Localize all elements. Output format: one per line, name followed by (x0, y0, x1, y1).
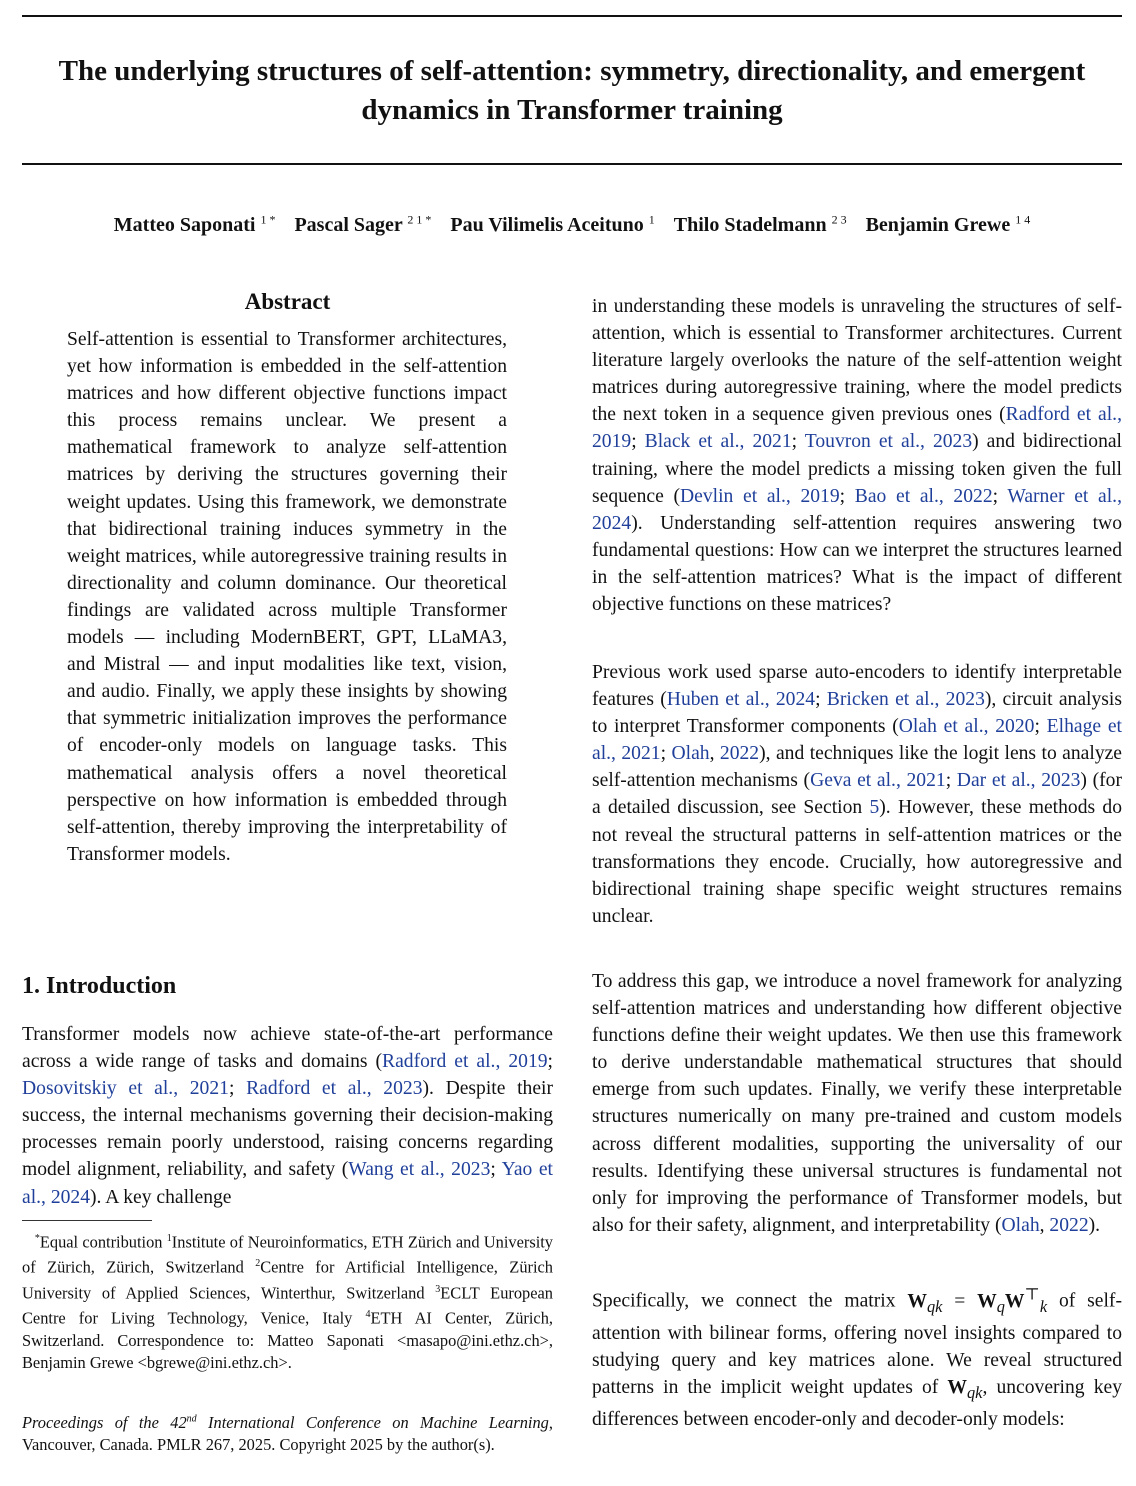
text-run: ECLT European Centre for Living Technology, Venice, Italy (22, 1283, 553, 1328)
title-bottom-rule (22, 163, 1122, 165)
text-run: ), circuit analysis to interpret Transformer components ( (592, 689, 1122, 738)
text-run: ). Despite their success, the internal mechanisms governing their decision-making processes remain poorly understood, raising concerns regarding model alignment, reliability, and safety ( (22, 1078, 553, 1181)
author-name: Pascal Sager (294, 213, 403, 236)
citation-link[interactable]: Radford et al., 2023 (246, 1078, 423, 1100)
citation-link[interactable]: Black et al., 2021 (644, 431, 792, 453)
text-run: ; (631, 431, 645, 453)
math-expression (947, 1376, 983, 1402)
text-run: ; (992, 485, 1008, 507)
citation-link[interactable]: Olah (671, 743, 710, 765)
citation-link[interactable]: Bricken et al., 2023 (826, 689, 985, 711)
text-run: ETH AI Center, Zürich, Switzerland. Correspondence to: Matteo Saponati <masapo@ini.ethz.ch>, Benjamin Grewe <bgrewe@ini.ethz.ch>. (22, 1308, 554, 1372)
author-affiliation: 1 (648, 212, 655, 226)
text-run: ). A key challenge (90, 1186, 232, 1208)
text-run: Centre for Artificial Intelligence, Zürich University of Applied Sciences, Winterthur, Switzerland (22, 1257, 553, 1303)
text-run: ; (945, 770, 957, 792)
math-superscript: ⊤ (1024, 1284, 1040, 1303)
text-run: ), and techniques like the logit lens to analyze self-attention mechanisms ( (592, 743, 1123, 792)
citation-link[interactable]: Wang et al., 2023 (348, 1159, 491, 1181)
text-run: , uncovering key differences between encoder-only and decoder-only models: (592, 1376, 1122, 1430)
author (114, 214, 276, 236)
author (866, 214, 1031, 236)
text-run: ; (228, 1078, 247, 1100)
citation-link[interactable]: Radford et al., 2019 (592, 404, 1122, 453)
specifically-paragraph (592, 1280, 1122, 1433)
footnote-mark: 4 (365, 1309, 371, 1321)
text-run: Specifically, we connect the matrix (592, 1290, 908, 1312)
text-run: ; (547, 1051, 553, 1073)
citation-link[interactable]: Yao et al., 2024 (22, 1159, 553, 1208)
proceedings-note (22, 1409, 553, 1456)
citation-link[interactable]: Olah et al., 2020 (898, 716, 1035, 738)
text-run: in understanding these models is unraveling the structures of self-attention, which is essential to Transformer architectures. Current literature largely overlooks the nature of the self-attention weight matrices during autoregressive training, where the model predicts the next token in a sequence given previous ones ( (592, 296, 1122, 426)
text-run: of self-attention with bilinear forms, offering novel insights compared to studying query and key matrices alone. We reveal structured patterns in the implicit weight updates of (592, 1290, 1122, 1398)
footnote (22, 1228, 553, 1374)
footnote-mark: 1 (166, 1233, 172, 1244)
text-run: Previous work used sparse auto-encoders to identify interpretable features ( (592, 662, 1122, 711)
text-run: ). However, these methods do not reveal the structural patterns in self-attention matrices or the transformations they encode. Crucially, how autoregressive and bidirectional training shape specific weight structures remains unclear. (592, 797, 1122, 927)
text-run: , (709, 743, 720, 765)
section-link[interactable]: 5 (869, 797, 880, 819)
text-run: ). Understanding self-attention requires answering two fundamental questions: How can we interpret the structures learned in the self-attention matrices? What is the impact of different objective functions on these matrices? (592, 512, 1122, 616)
math-symbol: W (907, 1290, 927, 1312)
math-subscript: qk (926, 1296, 943, 1316)
abstract-text: Self-attention is essential to Transformer architectures, yet how information is embedded in the self-attention matrices and how different objective functions impact this process remains unclear. We present a mathematical framework to analyze self-attention matrices by deriving the structures governing their weight updates. Using this framework, we demonstrate that bidirectional training induces symmetry in the weight matrices, while autoregressive training results in directionality and column dominance. Our theoretical findings are validated across multiple Transformer models — including ModernBERT, GPT, LLaMA3, and Mistral — and input modalities like text, vision, and audio. Finally, we apply these insights by showing that symmetric initialization improves the performance of encoder-only models on language tasks. This mathematical analysis offers a novel theoretical perspective on how information is embedded through self-attention, thereby improving the interpretability of Transformer models. (67, 329, 507, 865)
text-run: To address this gap, we introduce a novel framework for analyzing self-attention matrices and understanding how different objective functions define their weight updates. We then use this framework to derive understandable mathematical structures that should emerge from such updates. Finally, we verify these interpretable structures numerically on many pre-trained and custom models across different modalities, supporting the universality of our results. Identifying these universal structures is fundamental not only for improving the performance of Transformer models, but also for their safety, alignment, and interpretability ( (592, 971, 1122, 1236)
text-run: ) and bidirectional training, where the model predicts a missing token given the full sequence ( (592, 431, 1123, 507)
citation-link[interactable]: 2022 (1049, 1214, 1089, 1236)
citation-link[interactable]: Elhage et al., 2021 (592, 716, 1122, 765)
text-run: ). (1088, 1214, 1101, 1236)
author-list (22, 212, 1122, 237)
citation-link[interactable]: Touvron et al., 2023 (804, 431, 973, 453)
text-run: Transformer models now achieve state-of-the-art performance across a wide range of tasks and domains ( (22, 1024, 553, 1073)
math-subscript: qk (967, 1382, 983, 1402)
math-symbol: W (977, 1290, 997, 1312)
citation-link[interactable]: Bao et al., 2022 (854, 485, 993, 507)
citation-link[interactable]: Geva et al., 2021 (810, 770, 946, 792)
author-name: Benjamin Grewe (865, 213, 1011, 236)
citation-link[interactable]: 2022 (719, 743, 760, 765)
citation-link[interactable]: Dosovitskiy et al., 2021 (22, 1078, 229, 1100)
text-run: ; (839, 485, 855, 507)
author (294, 214, 431, 236)
abstract-heading: Abstract (244, 289, 331, 314)
author-affiliation: 2 3 (831, 212, 847, 226)
author-affiliation: 2 1 * (407, 212, 432, 226)
citation-link[interactable]: Warner et al., 2024 (592, 485, 1122, 534)
intro-paragraph (22, 1021, 553, 1211)
citation-link[interactable]: Olah (1001, 1214, 1040, 1236)
author-name: Pau Vilimelis Aceituno (450, 213, 644, 236)
citation-link[interactable]: Huben et al., 2024 (666, 689, 816, 711)
author-name: Matteo Saponati (113, 213, 256, 236)
text-run: Institute of Neuroinformatics, ETH Zürich and University of Zürich, Zürich, Switzerland (22, 1232, 553, 1277)
citation-link[interactable]: Radford et al., 2019 (382, 1051, 548, 1073)
footnote-mark: 2 (255, 1258, 261, 1270)
author (450, 214, 654, 236)
math-subscript: k (1039, 1296, 1048, 1316)
intro-paragraph-continued (592, 293, 1122, 618)
text-run: Equal contribution (39, 1232, 167, 1252)
text-run: , Vancouver, Canada. PMLR 267, 2025. Copyright 2025 by the author(s). (22, 1413, 553, 1455)
previous-work-paragraph (592, 659, 1122, 930)
text-run: ; (660, 743, 672, 765)
footnote-rule (22, 1220, 152, 1221)
top-rule (22, 15, 1122, 17)
math-subscript: q (996, 1296, 1005, 1316)
text-run: ) (for a detailed discussion, see Section (592, 770, 1122, 819)
citation-link[interactable]: Dar et al., 2023 (956, 770, 1081, 792)
math-expression (907, 1284, 1048, 1316)
math-symbol: W (1004, 1290, 1025, 1312)
text-run: ; (490, 1159, 502, 1181)
text-run: 42 (170, 1413, 187, 1433)
math-symbol: W (947, 1376, 968, 1398)
author-name: Thilo Stadelmann (673, 213, 827, 236)
author-affiliation: 1 4 (1015, 212, 1031, 226)
text-run: International Conference on Machine Learning (196, 1413, 549, 1433)
author (674, 214, 847, 236)
citation-link[interactable]: Devlin et al., 2019 (680, 485, 840, 507)
framework-paragraph (592, 968, 1122, 1239)
text-run: ; (1034, 716, 1047, 738)
text-run: Proceedings of the (22, 1413, 171, 1433)
author-affiliation: 1 * (260, 212, 276, 226)
footnote-mark: * (34, 1233, 40, 1244)
text-run: ; (815, 689, 827, 711)
venue-name (22, 1413, 549, 1432)
math-operator: = (942, 1290, 978, 1312)
text-run: , (1039, 1214, 1050, 1236)
introduction-heading: 1. Introduction (22, 973, 177, 999)
text-run: nd (186, 1414, 197, 1425)
text-run: ; (791, 431, 805, 453)
footnote-mark: 3 (435, 1283, 441, 1295)
paper-title: The underlying structures of self-attention: symmetry, directionality, and emergent dynamics in Transformer training (58, 55, 1086, 126)
